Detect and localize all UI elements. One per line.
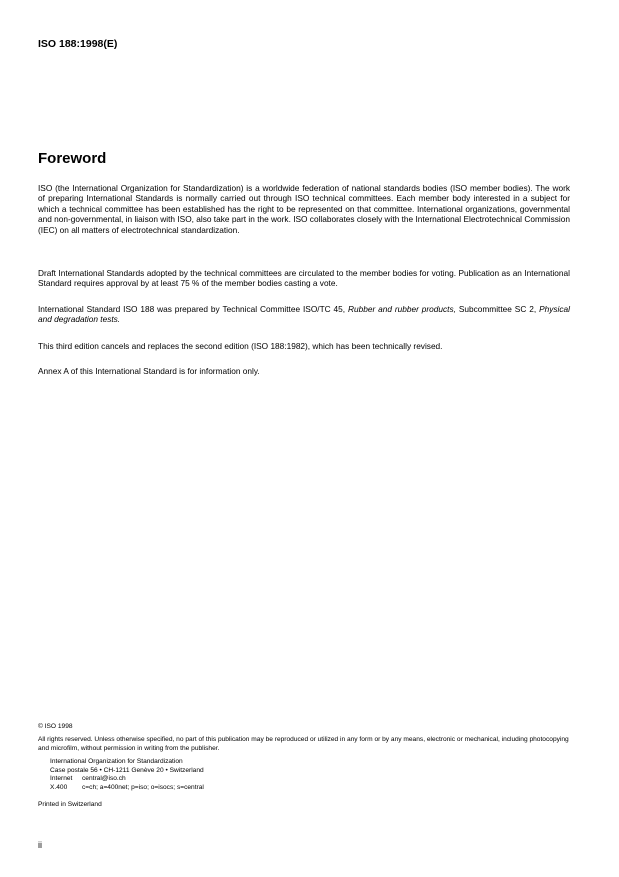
internet-label: Internet <box>50 775 73 783</box>
printed-in: Printed in Switzerland <box>38 801 102 808</box>
page-title: Foreword <box>38 150 107 167</box>
paragraph-prepared-by <box>38 304 570 325</box>
address-postal: Case postale 56 • CH-1211 Genève 20 • Switzerland <box>50 766 204 774</box>
address-internet <box>50 775 204 784</box>
paragraph-draft-standards: Draft International Standards adopted by the technical committees are circulated to the member bodies for voting. Publication as an International Standard requires approval by at least 75 % of the member bodies casting a vote. <box>38 268 570 289</box>
address-x400 <box>50 784 204 793</box>
subcommittee-label: Subcommittee SC 2, <box>458 304 537 314</box>
copyright-notice: © ISO 1998 <box>38 723 73 730</box>
paragraph-annex: Annex A of this International Standard is for information only. <box>38 366 260 376</box>
prepared-by-lead: International Standard ISO 188 was prepared by Technical Committee ISO/TC 45, <box>38 304 346 314</box>
paragraph-edition: This third edition cancels and replaces the second edition (ISO 188:1982), which has been technically revised. <box>38 341 443 351</box>
x400-label: X.400 <box>50 783 68 791</box>
internet-value: central@iso.ch <box>82 775 126 783</box>
address-org: International Organization for Standardization <box>50 758 183 765</box>
paragraph-iso-intro: ISO (the International Organization for Standardization) is a worldwide federation of national standards bodies (ISO member bodies). The work of preparing International Standards is normally carried out through ISO technical committees. Each member body interested in a subject for which a technical committee has been established has the right to be represented on that committee. International organizations, governmental and non-governmental, in liaison with ISO, also take part in the work. ISO collaborates closely with the International Electrotechnical Commission (IEC) on all matters of electrotechnical standardization. <box>38 183 570 235</box>
rights-statement: All rights reserved. Unless otherwise specified, no part of this publication may be reproduced or utilized in any form or by any means, electronic or mechanical, including photocopying and microfilm, without permission in writing from the publisher. <box>38 736 569 752</box>
x400-value: c=ch; a=400net; p=iso; o=isocs; s=central <box>82 783 204 791</box>
subcommittee-title: Physical and degradation tests. <box>38 304 570 325</box>
technical-committee-title: Rubber and rubber products, <box>348 304 456 314</box>
page-number: ii <box>38 840 42 850</box>
publisher-address <box>50 758 204 792</box>
document-id: ISO 188:1998(E) <box>38 38 118 50</box>
